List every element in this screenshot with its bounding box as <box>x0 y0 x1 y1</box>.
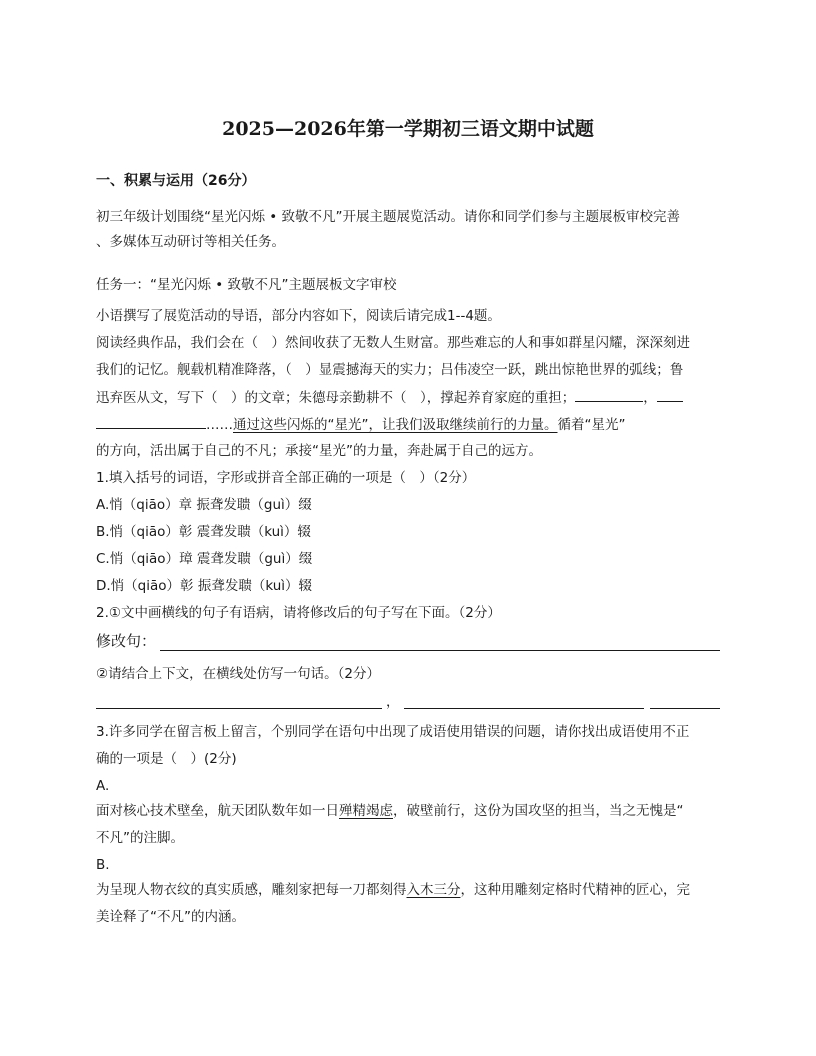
question-2-sub-stem: ②请结合上下文，在横线处仿写一句话。（2分） <box>96 666 380 682</box>
intro-line-1: 初三年级计划围绕“星光闪烁 • 致敬不凡”开展主题展览活动。请你和同学们参与主题展板审校完善 <box>96 209 681 225</box>
option-b-text-1: 为呈现人物衣纹的真实质感，雕刻家把每一刀都刻得入木三分，这种用雕刻定格时代精神的匠心，完 <box>96 882 690 898</box>
passage-line-3: 迅弃医从文，写下（ ）的文章；朱德母亲勤耕不（ ），撑起养育家庭的重担； ， <box>96 387 720 408</box>
question-3-stem-line-2: 确的一项是（ ）(2分) <box>96 751 237 767</box>
imitation-answer-line[interactable] <box>404 708 644 709</box>
underlined-idiom: 殚精竭虑 <box>339 803 393 819</box>
task-heading: 任务一：“星光闪烁 • 致敬不凡”主题展板文字审校 <box>96 277 397 293</box>
task-intro: 小语撰写了展览活动的导语，部分内容如下，阅读后请完成1--4题。 <box>96 308 501 324</box>
comma-mark: ， <box>386 694 400 710</box>
option-b-label[interactable]: B. <box>96 857 110 873</box>
answer-blank[interactable] <box>96 414 206 429</box>
imitation-answer-line[interactable] <box>96 708 382 709</box>
revision-label: 修改句： <box>96 632 157 650</box>
answer-blank[interactable] <box>657 387 683 402</box>
option-a-label[interactable]: A. <box>96 778 110 794</box>
question-3-stem-line-1: 3.许多同学在留言板上留言，个别同学在语句中出现了成语使用错误的问题，请你找出成语使用不正 <box>96 724 690 740</box>
question-1-stem: 1.填入括号的词语，字形或拼音全部正确的一项是（ ）（2分） <box>96 470 476 486</box>
passage-line-4: ……通过这些闪烁的“星光”，让我们汲取继续前行的力量。循着“星光” <box>96 414 720 435</box>
underlined-idiom: 入木三分 <box>406 882 461 898</box>
section-heading: 一、积累与运用（26分） <box>96 173 256 189</box>
passage-line-2: 我们的记忆。舰载机精准降落，（ ）显震撼海天的实力；吕伟凌空一跃，跳出惊艳世界的弧线；鲁 <box>96 362 684 378</box>
intro-line-2: 、多媒体互动研讨等相关任务。 <box>96 234 285 250</box>
imitation-answer-line[interactable] <box>650 708 720 709</box>
passage-line-1: 阅读经典作品，我们会在（ ）然间收获了无数人生财富。那些难忘的人和事如群星闪耀，深深刻进 <box>96 335 690 351</box>
option-a[interactable]: A.悄（qiāo）章 振聋发聩（guì）缀 <box>96 497 312 513</box>
underlined-sentence: 通过这些闪烁的“星光”，让我们汲取继续前行的力量。 <box>233 417 558 433</box>
answer-blank[interactable] <box>575 387 643 402</box>
option-a-text-2: 不凡”的注脚。 <box>96 830 184 846</box>
revision-answer-line[interactable] <box>160 650 720 651</box>
option-b[interactable]: B.悄（qiāo）彰 震聋发聩（kuì）辍 <box>96 524 311 540</box>
question-2-stem: 2.①文中画横线的句子有语病，请将修改后的句子写在下面。（2分） <box>96 605 501 621</box>
option-a-text-1: 面对核心技术壁垒，航天团队数年如一日殚精竭虑，破壁前行，这份为国攻坚的担当，当之无愧是“ <box>96 803 684 819</box>
page-title: 2025—2026年第一学期初三语文期中试题 <box>222 118 594 140</box>
option-d[interactable]: D.悄（qiāo）彰 振聋发聩（kuì）辍 <box>96 578 313 594</box>
option-b-text-2: 美诠释了“不凡”的内涵。 <box>96 909 245 925</box>
passage-line-5: 的方向，活出属于自己的不凡；承接“星光”的力量，奔赴属于自己的远方。 <box>96 443 542 459</box>
option-c[interactable]: C.悄（qiāo）璋 震聋发聩（guì）缀 <box>96 551 313 567</box>
